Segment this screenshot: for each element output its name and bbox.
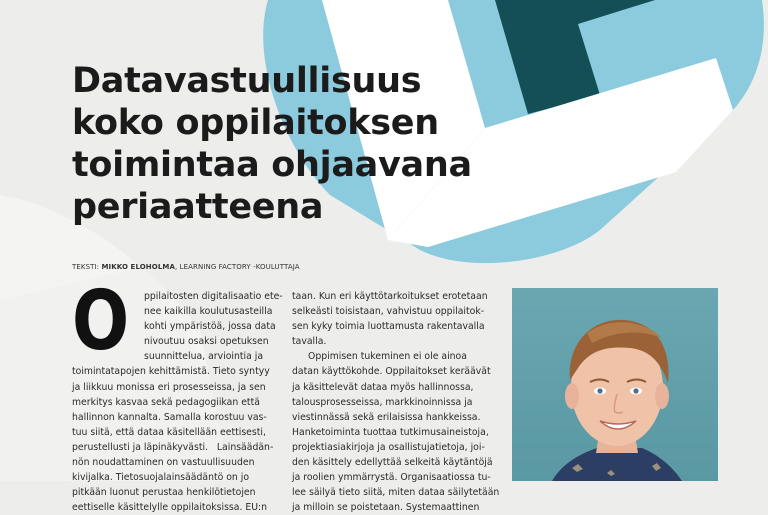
text-line: lee säilyä tieto siitä, miten dataa säilytetään	[292, 487, 500, 499]
byline-prefix: TEKSTI:	[72, 263, 102, 271]
drop-cap: O	[72, 274, 130, 369]
text-line: Oppimisen tukeminen ei ole ainoa	[308, 351, 467, 363]
text-line: tuu siitä, että dataa käsitellään eettisesti,	[72, 426, 266, 438]
text-line: nee kaikilla koulutusasteilla	[144, 306, 273, 318]
text-line: viestinnässä sekä erilaisissa hankkeissa.	[292, 411, 481, 423]
text-line: sen kyky toimia luottamusta rakentavalla	[292, 321, 485, 333]
body-column-2	[292, 289, 500, 515]
byline	[72, 263, 300, 271]
text-line: selkeästi toisistaan, vahvistuu oppilaitok-	[292, 306, 485, 318]
text-line: talousprosesseissa, markkinoinnissa ja	[292, 396, 473, 408]
text-line: nön noudattaminen on vastuullisuuden	[72, 457, 255, 469]
text-line: taan. Kun eri käyttötarkoitukset erotetaan	[292, 291, 488, 302]
title-line: toimintaa ohjaavana	[72, 145, 472, 185]
body-column-1	[72, 274, 283, 515]
text-line: eettiselle käsittelylle oppilaitoksissa. EU:n	[72, 502, 268, 514]
title-line: koko oppilaitoksen	[72, 103, 439, 143]
text-line: hallinnon kannalta. Samalla korostuu vas-	[72, 411, 267, 423]
byline-role: , LEARNING FACTORY -KOULUTTAJA	[174, 263, 300, 271]
text-line: ja roolien ymmärrystä. Organisaatiossa tu-	[292, 472, 491, 484]
portrait-illustration	[512, 288, 718, 481]
article-title	[72, 60, 472, 228]
text-line: toimintatapojen kehittämistä. Tieto syntyy	[72, 366, 270, 378]
author-photo	[512, 288, 718, 481]
text-line: datan käyttökohde. Oppilaitokset keräävät	[292, 366, 491, 378]
text-line: perustellusti ja läpinäkyvästi. Lainsäädän-	[72, 441, 274, 453]
text-line: suunnittelua, arviointia ja	[144, 351, 264, 363]
byline-author: MIKKO ELOHOLMA	[101, 263, 175, 271]
text-line: kivijalka. Tietosuojalainsäädäntö on jo	[72, 472, 250, 484]
text-line: den käsittely edellyttää selkeitä käytäntöjä	[292, 457, 493, 469]
text-line: pitkään luonut perustaa henkilötietojen	[72, 487, 256, 499]
text-line: Hanketoiminta tuottaa tutkimusaineistoja,	[292, 426, 489, 438]
text-line: kohti ympäristöä, jossa data	[144, 321, 276, 333]
text-line: tavalla.	[292, 336, 327, 348]
title-line: Datavastuullisuus	[72, 61, 422, 101]
title-line: periaatteena	[72, 187, 324, 227]
text-line: ja käsittelevät dataa myös hallinnossa,	[292, 381, 474, 393]
text-line: ja liikkuu monissa eri prosesseissa, ja sen	[72, 381, 266, 393]
text-line: nivoutuu osaksi opetuksen	[144, 336, 269, 348]
text-line: projektiasiakirjoja ja osallistujatietoja, joi-	[292, 441, 485, 453]
text-line: ppilaitosten digitalisaatio ete-	[144, 291, 283, 302]
text-line: merkitys kasvaa sekä pedagogiikan että	[72, 396, 260, 408]
text-line: ja milloin se poistetaan. Systemaattinen	[292, 502, 480, 514]
